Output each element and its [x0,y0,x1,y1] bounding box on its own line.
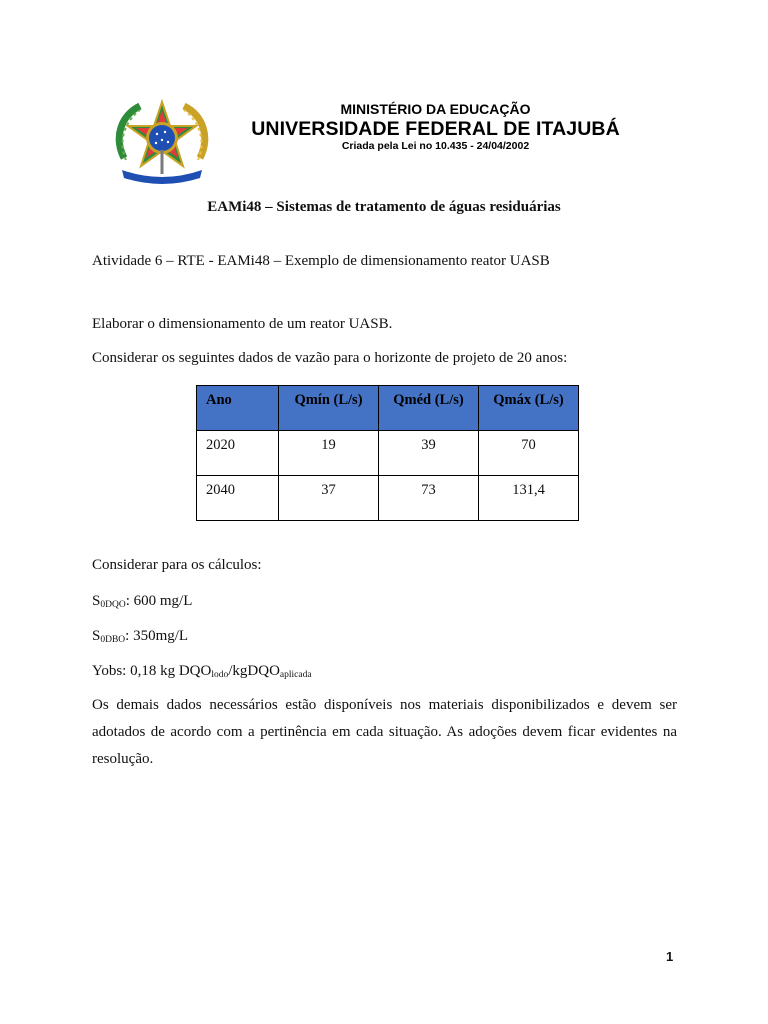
calculation-intro: Considerar para os cálculos: [92,557,262,573]
closing-line: resolução. [92,751,154,767]
table-cell: 19 [279,431,379,476]
table-cell: 37 [279,476,379,521]
flow-table [196,385,579,521]
table-cell: 131,4 [479,476,579,521]
closing-paragraph [92,692,677,773]
column-header: Qmín (L/s) [279,386,379,431]
creation-law-line: Criada pela Lei no 10.435 - 24/04/2002 [341,140,530,152]
column-header: Qméd (L/s) [379,386,479,431]
column-header: Ano [197,386,279,431]
yobs-subscript-aplicada: aplicada [279,670,312,680]
table-header-row [197,386,579,431]
s0dbo-symbol: S [92,628,101,644]
s0dbo-line [92,629,188,644]
course-title: EAMi48 – Sistemas de tratamento de águas residuárias [207,199,561,215]
table-row [197,431,579,476]
closing-line: Os demais dados necessários estão disponíveis nos materiais disponibilizados e devem ser [92,697,677,713]
column-header: Qmáx (L/s) [479,386,579,431]
s0dqo-subscript: 0DQO [100,600,126,610]
yobs-mid: /kgDQO [228,663,280,679]
university-heading: UNIVERSIDADE FEDERAL DE ITAJUBÁ [251,118,620,140]
s0dqo-symbol: S [92,593,101,609]
closing-line: adotados de acordo com a pertinência em cada situação. As adoções devem ficar evidentes na [92,724,677,740]
table-cell: 2040 [197,476,279,521]
yobs-prefix: Yobs: 0,18 kg DQO [92,663,212,679]
activity-line: Atividade 6 – RTE - EAMi48 – Exemplo de dimensionamento reator UASB [92,253,550,269]
instruction-paragraph: Elaborar o dimensionamento de um reator UASB. [92,316,393,332]
table-row [197,476,579,521]
table-cell: 73 [379,476,479,521]
s0dqo-value: : 600 mg/L [125,593,193,609]
page-number: 1 [666,949,674,964]
yobs-line [92,664,312,679]
s0dqo-line [92,594,192,609]
flow-data-intro: Considerar os seguintes dados de vazão para o horizonte de projeto de 20 anos: [92,350,568,366]
s0dbo-subscript: 0DBO [100,635,126,645]
table-cell: 39 [379,431,479,476]
table-cell: 2020 [197,431,279,476]
ministry-heading: MINISTÉRIO DA EDUCAÇÃO [340,101,531,117]
table-cell: 70 [479,431,579,476]
yobs-subscript-lodo: lodo [211,670,229,680]
s0dbo-value: : 350mg/L [125,628,189,644]
